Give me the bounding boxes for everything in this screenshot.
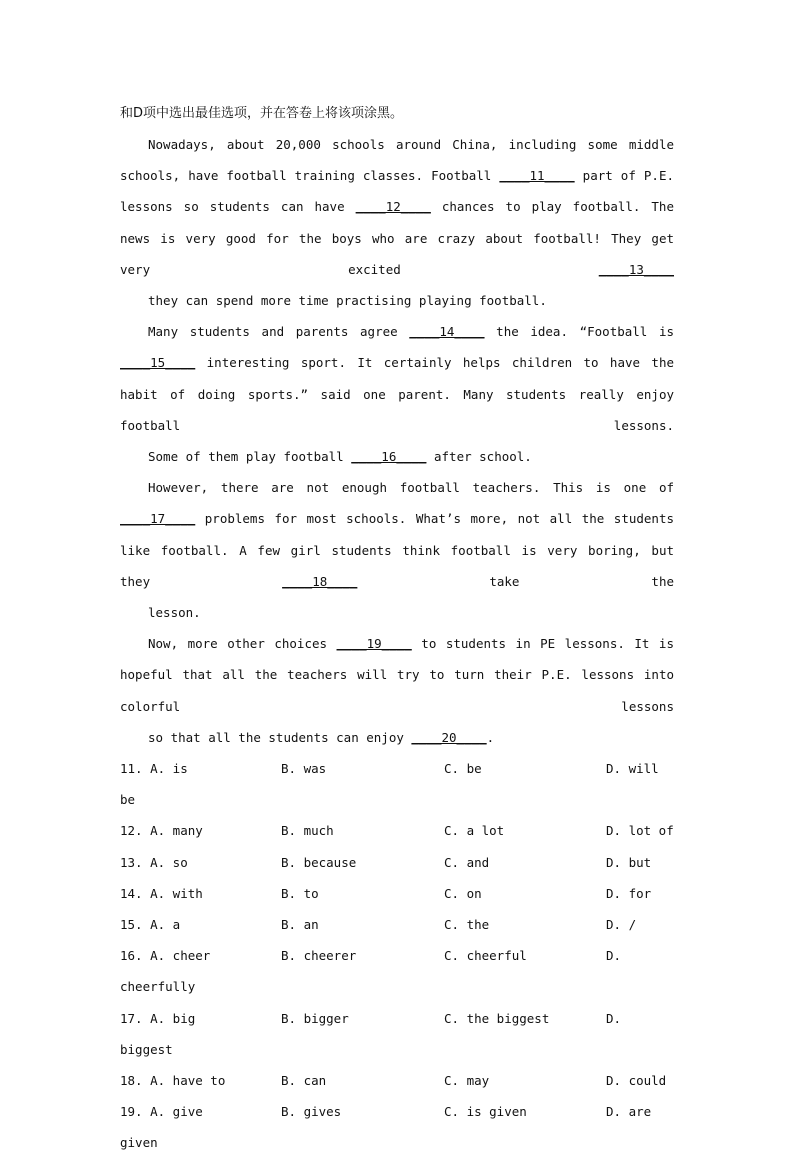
option-c: C. a lot <box>444 823 505 839</box>
option-d: D. are <box>606 1104 652 1120</box>
option-d: D. could <box>606 1072 667 1088</box>
question-17 <box>120 1003 674 1034</box>
question-options <box>120 753 674 1158</box>
option-a: 13. A. so <box>120 854 188 870</box>
option-b: B. to <box>281 885 319 901</box>
blank-14: ____14____ <box>409 324 485 340</box>
question-16 <box>120 940 674 971</box>
question-12 <box>120 815 674 846</box>
option-a: 14. A. with <box>120 885 203 901</box>
option-c: C. the biggest <box>444 1010 550 1026</box>
option-d: D. / <box>606 917 637 932</box>
document-page <box>120 98 674 1159</box>
blank-13: ____13____ <box>598 261 674 277</box>
option-b: B. bigger <box>281 1010 349 1026</box>
blank-15: ____15____ <box>120 355 196 371</box>
option-d: D. lot of <box>606 823 674 839</box>
question-13 <box>120 847 674 878</box>
paragraph-4: Now, more other choices ____19____ to students in PE lessons. It is hopeful that all the teachers will try to turn their P.E. lessons into colorful lessons so that all the students can enjoy ____20____. <box>120 636 674 745</box>
option-a: 15. A. a <box>120 917 181 932</box>
paragraph-1: Nowadays, about 20,000 schools around China, including some middle schools, have football training classes. Football ____11____ part of P.E. lessons so students can have ____12____ chances to play football. The news is very good for the boys who are crazy about football! They get very excited ____13____ they can spend more time practising playing football. <box>120 137 674 309</box>
option-d-continuation: be <box>120 792 136 808</box>
blank-12: ____12____ <box>355 199 431 215</box>
option-b: B. much <box>281 823 334 839</box>
option-d-continuation: given <box>120 1135 158 1151</box>
option-a: 12. A. many <box>120 823 203 839</box>
option-d: D. <box>606 948 622 964</box>
blank-19: ____19____ <box>336 636 412 652</box>
option-c: C. be <box>444 761 482 777</box>
option-d: D. but <box>606 854 652 870</box>
option-d-continuation: biggest <box>120 1041 173 1057</box>
instruction-line: 和D项中选出最佳选项，并在答卷上将该项涂黑。 <box>120 106 404 121</box>
question-11 <box>120 753 674 784</box>
option-c: C. on <box>444 885 482 901</box>
blank-16: ____16____ <box>351 449 427 465</box>
option-c: C. the <box>444 917 490 932</box>
paragraph-3: However, there are not enough football teachers. This is one of ____17____ problems for most schools. What’s more, not all the students like football. A few girl students think football is very boring, but they ____18____ take the lesson. <box>120 480 674 621</box>
option-a: 19. A. give <box>120 1104 203 1120</box>
option-b: B. because <box>281 854 357 870</box>
question-14 <box>120 878 674 909</box>
option-a: 17. A. big <box>120 1010 196 1026</box>
blank-18: ____18____ <box>282 573 358 589</box>
blank-17: ____17____ <box>120 511 196 527</box>
option-a: 16. A. cheer <box>120 948 211 964</box>
option-c: C. cheerful <box>444 948 527 964</box>
paragraph-2: Many students and parents agree ____14____ the idea. “Football is ____15____ interesting sport. It certainly helps children to have the habit of doing sports.” said one parent. Many students really enjoy football lessons. Some of them play football ____16____ after school. <box>120 324 674 465</box>
option-b: B. an <box>281 917 319 932</box>
option-d: D. will <box>606 761 659 777</box>
option-b: B. can <box>281 1072 327 1088</box>
option-d: D. for <box>606 885 652 901</box>
option-b: B. cheerer <box>281 948 357 964</box>
option-b: B. gives <box>281 1104 342 1120</box>
option-b: B. was <box>281 761 327 777</box>
option-c: C. may <box>444 1072 490 1088</box>
option-a: 11. A. is <box>120 761 188 777</box>
blank-11: ____11____ <box>499 168 575 184</box>
blank-20: ____20____ <box>411 729 487 745</box>
option-d-continuation: cheerfully <box>120 979 196 995</box>
option-a: 18. A. have to <box>120 1072 226 1088</box>
option-c: C. is given <box>444 1104 527 1120</box>
option-c: C. and <box>444 854 490 870</box>
question-18 <box>120 1065 674 1096</box>
option-d: D. <box>606 1010 622 1026</box>
question-15 <box>120 909 674 940</box>
